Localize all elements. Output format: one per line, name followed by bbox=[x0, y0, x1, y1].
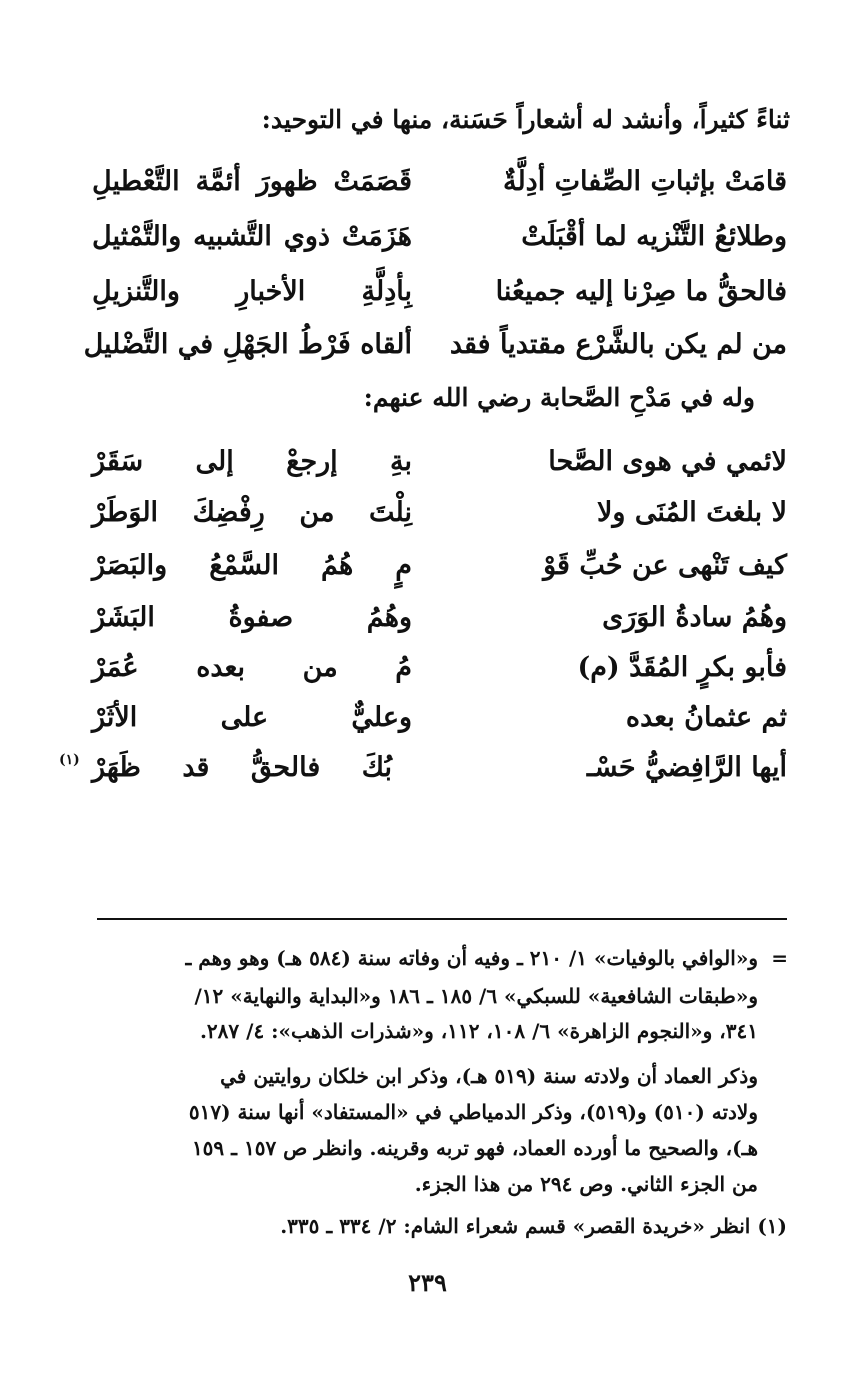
verse bbox=[87, 272, 787, 312]
footnote-line: ولادته (٥١٠) و(٥١٩)، وذكر الدمياطي في «المستفاد» أنها سنة (٥١٧ bbox=[188, 1100, 758, 1124]
verse-second-hemistich: مٍ هُمُ السَّمْعُ والبَصَرْ bbox=[92, 550, 412, 581]
footnote-line: من الجزء الثاني. وص ٢٩٤ من هذا الجزء. bbox=[414, 1172, 758, 1196]
verse-second-hemistich: هَزَمَتْ ذوي التَّشبيه والتَّمْثيل bbox=[92, 221, 412, 252]
footnote-line: وذكر العماد أن ولادته سنة (٥١٩ هـ)، وذكر ابن خلكان روايتين في bbox=[220, 1064, 758, 1088]
verse-first-hemistich: لائمي في هوى الصَّحا bbox=[548, 446, 787, 477]
verse-second-hemistich: نِلْتَ من رِفْضِكَ الوَطَرْ bbox=[92, 497, 412, 528]
verse-second-hemistich: بُكَ فالحقُّ قد ظَهَرْ bbox=[92, 752, 392, 783]
verse-first-hemistich: من لم يكن بالشَّرْع مقتدياً فقد bbox=[449, 329, 787, 360]
verse-second-hemistich: بةِ إرجعْ إلى سَقَرْ bbox=[92, 446, 412, 477]
intro-line: ثناءً كثيراً، وأنشد له أشعاراً حَسَنة، منها في التوحيد: bbox=[261, 105, 790, 134]
verse bbox=[87, 648, 787, 688]
page-number: ٢٣٩ bbox=[408, 1268, 447, 1297]
verse bbox=[87, 493, 787, 533]
verse-second-hemistich: وهُمُ صفوةُ البَشَرْ bbox=[92, 602, 412, 633]
footnote-line: هـ)، والصحيح ما أورده العماد، فهو تربه وقرينه. وانظر ص ١٥٧ ـ ١٥٩ bbox=[191, 1136, 758, 1160]
verse bbox=[87, 442, 787, 482]
verse-second-hemistich: بِأدِلَّةِ الأخبارِ والتَّنزيلِ bbox=[92, 276, 412, 307]
verse bbox=[59, 748, 787, 788]
verse-first-hemistich: كيف تَنْهى عن حُبِّ قَوْ bbox=[543, 550, 787, 581]
praise-line: وله في مَدْحِ الصَّحابة رضي الله عنهم: bbox=[363, 383, 755, 412]
footnote-line: (١) انظر «خريدة القصر» قسم شعراء الشام: ٢/ ٣٣٤ ـ ٣٣٥. bbox=[280, 1214, 787, 1238]
verse-second-hemistich: مُ من بعده عُمَرْ bbox=[92, 652, 412, 683]
verse-first-hemistich: ثم عثمانُ بعده bbox=[625, 702, 787, 733]
footnote-separator bbox=[97, 918, 787, 920]
footnote-line: و«الوافي بالوفيات» ١/ ٢١٠ ـ وفيه أن وفاته سنة (٥٨٤ هـ) وهو وهم ـ bbox=[185, 946, 758, 970]
verse-first-hemistich: فأبو بكرٍ المُقَدَّ (م) bbox=[577, 652, 787, 683]
verse-first-hemistich: قامَتْ بإثباتِ الصِّفاتِ أدِلَّةٌ bbox=[502, 166, 787, 197]
verse-second-hemistich: وعليٌّ على الأثَرْ bbox=[92, 702, 412, 733]
footnote-line: ٣٤١، و«النجوم الزاهرة» ٦/ ١٠٨، ١١٢، و«شذرات الذهب»: ٤/ ٢٨٧. bbox=[199, 1019, 758, 1043]
verse bbox=[87, 162, 787, 202]
verse-first-hemistich: وطلائعُ التَّنْزيه لما أقْبَلَتْ bbox=[521, 221, 787, 252]
verse-second-hemistich: قَصَمَتْ ظهورَ أئمَّة التَّعْطيلِ bbox=[92, 166, 412, 197]
verse-first-hemistich: لا بلغتَ المُنَى ولا bbox=[596, 497, 787, 528]
footnote-line: و«طبقات الشافعية» للسبكي» ٦/ ١٨٥ ـ ١٨٦ و«البداية والنهاية» ١٢/ bbox=[194, 984, 758, 1008]
verse bbox=[87, 598, 787, 638]
verse-second-hemistich: ألقاه فَرْطُ الجَهْلِ في التَّضْليل bbox=[83, 329, 412, 360]
verse bbox=[87, 217, 787, 257]
verse bbox=[87, 698, 787, 738]
verse bbox=[83, 325, 787, 365]
verse-first-hemistich: فالحقُّ ما صِرْنا إليه جميعُنا bbox=[495, 276, 787, 307]
verse-first-hemistich: وهُمُ سادةُ الوَرَى bbox=[602, 602, 787, 633]
footnote-continuation-mark: = bbox=[771, 946, 788, 970]
verse bbox=[87, 546, 787, 586]
footnote-marker: (١) bbox=[59, 752, 80, 768]
verse-first-hemistich: أيها الرَّافِضيُّ حَسْـ bbox=[586, 752, 787, 783]
